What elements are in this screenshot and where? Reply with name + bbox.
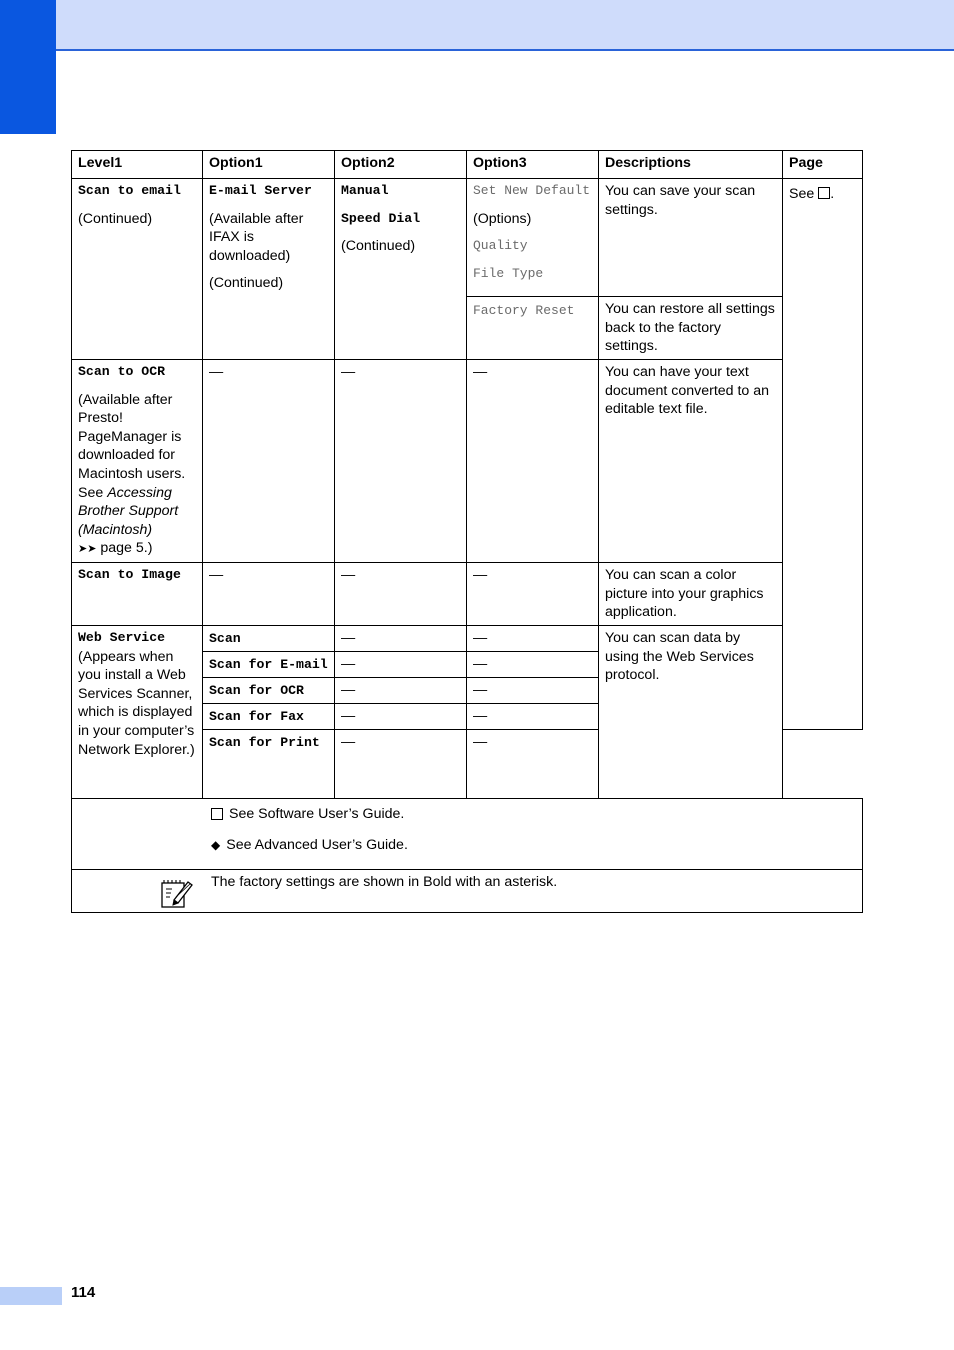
- option3-file-type: File Type: [473, 265, 544, 281]
- option3-cell: —: [467, 626, 599, 652]
- legend-advanced-text: See Advanced User’s Guide.: [226, 836, 408, 853]
- table-row: [72, 360, 863, 563]
- legend-advanced: [211, 836, 862, 855]
- description-cell: You can scan a color picture into your graphics application.: [599, 563, 783, 626]
- option1-scan: Scan: [209, 631, 241, 646]
- level1-cell: [72, 563, 203, 626]
- option2-cell: —: [335, 360, 467, 563]
- option3-cell: [467, 179, 599, 297]
- continued-label: (Continued): [78, 210, 153, 227]
- level1-cell: [72, 626, 203, 799]
- chapter-tab: [0, 0, 56, 134]
- option3-factory-reset: Factory Reset: [473, 303, 575, 318]
- table-header-row: [72, 151, 863, 179]
- header-option2: Option2: [335, 151, 467, 179]
- option2-cell: —: [335, 652, 467, 678]
- option3-cell: —: [467, 360, 599, 563]
- option1-cell: [203, 704, 335, 730]
- table-row: [72, 626, 863, 652]
- level1-cell: [72, 179, 203, 360]
- level1-scan-to-ocr: Scan to OCR: [78, 364, 166, 379]
- option2-cell: —: [335, 730, 467, 799]
- option2-speed-dial: Speed Dial: [341, 210, 421, 226]
- description-cell: You can save your scan settings.: [599, 179, 783, 297]
- option1-scan-for-ocr: Scan for OCR: [209, 683, 304, 698]
- note-cell: [72, 870, 863, 913]
- header-level1: Level1: [72, 151, 203, 179]
- table-row: [72, 563, 863, 626]
- option3-cell: —: [467, 563, 599, 626]
- description-cell: You can restore all settings back to the factory settings.: [599, 297, 783, 360]
- ocr-note-text: (Available after Presto! PageManager is downloaded for Macintosh users. See: [78, 391, 186, 501]
- note-row: [72, 870, 863, 913]
- book-icon: [211, 808, 223, 820]
- option1-cell: —: [203, 563, 335, 626]
- option2-cell: [335, 179, 467, 360]
- double-arrow-icon: ➤➤: [78, 543, 97, 556]
- diamond-icon: ◆: [211, 837, 221, 852]
- option3-cell: —: [467, 678, 599, 704]
- option3-cell: —: [467, 730, 599, 799]
- header-option1: Option1: [203, 151, 335, 179]
- book-icon: [818, 187, 830, 199]
- option1-scan-for-fax: Scan for Fax: [209, 709, 304, 724]
- ocr-note-page: page 5.): [100, 540, 153, 557]
- header-descriptions: Descriptions: [599, 151, 783, 179]
- option1-availability-note: (Available after IFAX is downloaded): [209, 210, 304, 264]
- note-pencil-icon: [160, 876, 192, 908]
- option1-cell: [203, 730, 335, 799]
- option2-cell: —: [335, 563, 467, 626]
- option2-cell: —: [335, 704, 467, 730]
- option1-scan-for-print: Scan for Print: [209, 735, 320, 750]
- header-band: [0, 0, 954, 51]
- ocr-note-reference: Accessing Brother Support (Macintosh): [78, 484, 179, 538]
- option1-cell: [203, 652, 335, 678]
- option3-set-new-default: Set New Default: [473, 183, 591, 198]
- page-period: .: [830, 186, 835, 202]
- web-service-note: (Appears when you install a Web Services Scanner, which is displayed in your computer’s Network Explorer.): [78, 648, 195, 758]
- option2-cell: —: [335, 626, 467, 652]
- page-cell: [783, 179, 863, 730]
- settings-table: [71, 150, 863, 913]
- option1-cell: [203, 678, 335, 704]
- page-number: 114: [71, 1284, 96, 1301]
- footer-band: [0, 1287, 62, 1305]
- level1-scan-to-image: Scan to Image: [78, 567, 181, 582]
- option3-quality: Quality: [473, 238, 528, 254]
- legend-software: [211, 805, 862, 824]
- table-row: [72, 179, 863, 297]
- description-cell: You can scan data by using the Web Services protocol.: [599, 626, 783, 799]
- option1-cell: [203, 179, 335, 360]
- continued-label: (Continued): [341, 238, 416, 255]
- option1-cell: [203, 626, 335, 652]
- option1-email-server: E-mail Server: [209, 183, 312, 198]
- legend-row: [72, 799, 863, 870]
- level1-web-service: Web Service: [78, 630, 166, 645]
- ocr-availability-note: [78, 391, 196, 559]
- option1-scan-for-email: Scan for E-mail: [209, 657, 328, 672]
- description-cell: You can have your text document converted to an editable text file.: [599, 360, 783, 563]
- continued-label: (Continued): [209, 275, 284, 292]
- level1-cell: [72, 360, 203, 563]
- note-text: The factory settings are shown in Bold with an asterisk.: [211, 874, 558, 890]
- option1-cell: —: [203, 360, 335, 563]
- legend-software-text: See Software User’s Guide.: [229, 806, 405, 822]
- level1-scan-to-email: Scan to email: [78, 183, 181, 198]
- option3-cell: [467, 297, 599, 360]
- header-option3: Option3: [467, 151, 599, 179]
- option3-cell: —: [467, 704, 599, 730]
- option2-cell: —: [335, 678, 467, 704]
- option3-options: (Options): [473, 210, 532, 227]
- legend-cell: [72, 799, 863, 870]
- page-see-label: See: [789, 186, 815, 202]
- option2-manual: Manual: [341, 183, 389, 198]
- option3-cell: —: [467, 652, 599, 678]
- header-page: Page: [783, 151, 863, 179]
